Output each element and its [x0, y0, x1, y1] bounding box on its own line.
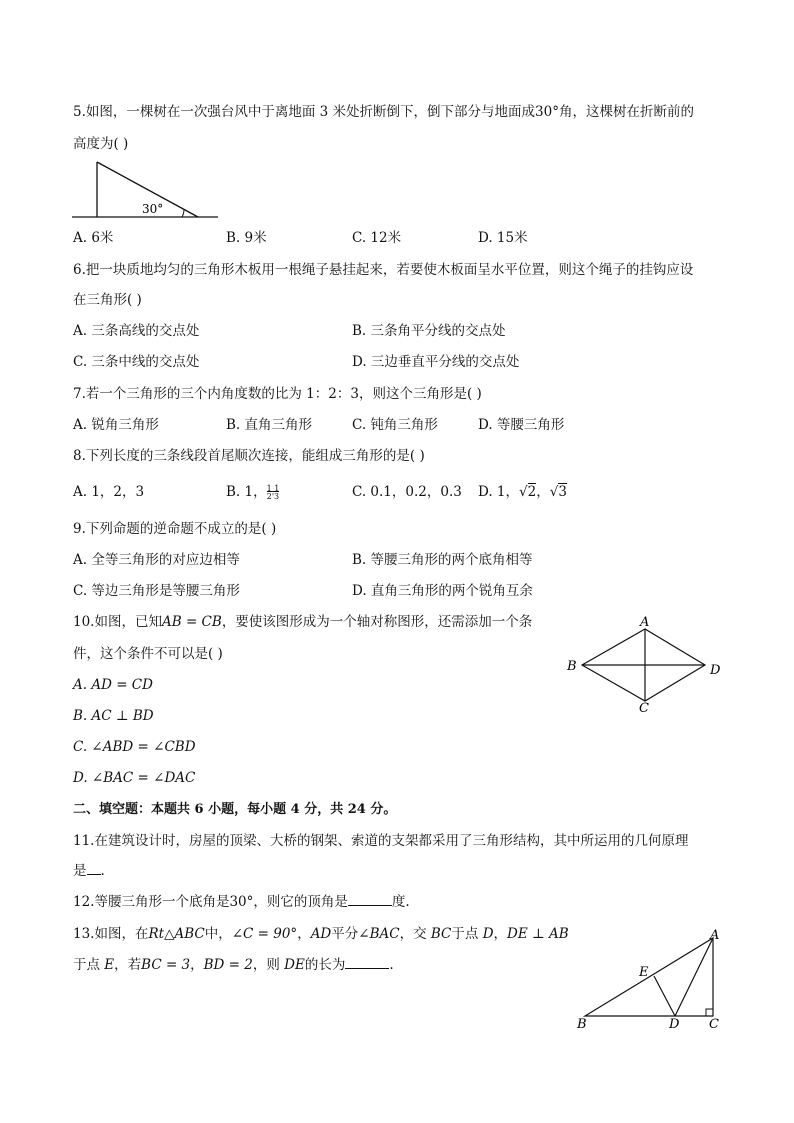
q9-option-d: D. 直角三角形的两个锐角互余 — [352, 583, 533, 599]
q9-option-a: A. 全等三角形的对应边相等 — [73, 552, 240, 568]
q10-label-b: B — [567, 659, 577, 674]
q9-option-c: C. 等边三角形是等腰三角形 — [73, 583, 240, 599]
q6-option-b: B. 三条角平分线的交点处 — [352, 323, 506, 339]
q13-label-d: D — [669, 1017, 680, 1032]
q13-math: BD = 2 — [203, 957, 253, 973]
sqrt-icon: √ — [549, 484, 559, 500]
q7-option-c: C. 钝角三角形 — [352, 417, 438, 433]
q8-option-b — [226, 483, 279, 501]
q10-stem-line1 — [73, 613, 532, 631]
q13-label-c: C — [709, 1017, 719, 1032]
q12-stem — [73, 893, 410, 911]
q5-option-c: C. 12米 — [352, 230, 402, 246]
q8-option-b-prefix: B. 1， — [226, 484, 267, 500]
q11-stem-line2: 是 . — [73, 863, 105, 879]
q5-tree-figure — [70, 158, 220, 220]
q13-text: ， — [493, 926, 508, 942]
q13-math: E — [104, 957, 115, 973]
q13-math: Rt△ABC — [148, 926, 205, 942]
q6-option-c: C. 三条中线的交点处 — [73, 354, 200, 370]
q10-label-a: A — [640, 615, 650, 630]
q8-frac-top: 1 1 — [266, 483, 280, 493]
q13-math: AD — [310, 926, 332, 942]
q13-math: DE — [284, 957, 305, 973]
q13-text: 于点 — [451, 926, 483, 942]
q13-label-a: A — [710, 928, 720, 943]
q10-stem-suffix: ，要使该图形成为一个轴对称图形，还需添加一个条 — [221, 614, 533, 630]
q13-math: ∠BAC — [358, 926, 400, 942]
q13-text: ，若 — [114, 957, 142, 973]
q13-text: ， — [297, 926, 311, 942]
q8-option-a: A. 1，2，3 — [73, 484, 145, 500]
q5-option-b: B. 9米 — [226, 230, 267, 246]
q12-answer-blank[interactable] — [348, 893, 392, 906]
q10-stem-math: AB = CB — [161, 614, 222, 630]
q8-option-c: C. 0.1，0.2，0.3 — [352, 484, 462, 500]
q8-option-b-fraction — [267, 485, 280, 501]
q10-label-c: C — [639, 701, 649, 714]
q10-option-c: C. ∠ABD = ∠CBD — [73, 739, 196, 755]
q10-rhombus-figure — [560, 612, 730, 714]
q10-label-d: D — [710, 663, 721, 678]
q6-option-a: A. 三条高线的交点处 — [73, 323, 200, 339]
q6-stem-line1: 6.把一块质地均匀的三角形木板用一根绳子悬挂起来，若要使木板面呈水平位置，则这个绳子的挂钩应设 — [73, 262, 694, 278]
q13-math: ∠C = 90° — [231, 926, 298, 942]
section-2-heading: 二、填空题：本题共 6 小题，每小题 4 分，共 24 分。 — [73, 802, 397, 817]
q8-option-d-prefix: D. 1， — [478, 484, 520, 500]
q11-answer-blank[interactable] — [87, 862, 101, 875]
q13-stem-line2 — [73, 956, 394, 974]
q13-math: BC = 3 — [141, 957, 191, 973]
q9-stem: 9.下列命题的逆命题不成立的是( ) — [73, 521, 277, 537]
q7-option-d: D. 等腰三角形 — [478, 417, 565, 433]
q13-text: 13.如图，在 — [73, 926, 149, 942]
q12-stem-prefix: 12.等腰三角形一个底角是30°，则它的顶角是 — [73, 894, 348, 910]
q6-option-d: D. 三边垂直平分线的交点处 — [352, 354, 520, 370]
q10-option-a: A. AD = CD — [73, 677, 153, 693]
q13-text: ， — [190, 957, 204, 973]
q9-option-b: B. 等腰三角形的两个底角相等 — [352, 552, 533, 568]
q11-stem-line1: 11.在建筑设计时，房屋的顶梁、大桥的钢架、索道的支架都采用了三角形结构，其中所运用的几何原理 — [73, 833, 689, 849]
q10-stem-prefix: 10.如图，已知 — [73, 614, 162, 630]
q7-option-b: B. 直角三角形 — [226, 417, 313, 433]
q13-text: 中， — [204, 926, 232, 942]
q12-stem-suffix: 度. — [391, 894, 410, 910]
q11-stem-line2-text: 是 — [73, 863, 87, 879]
q7-stem: 7.若一个三角形的三个内角度数的比为 1：2：3，则这个三角形是( ) — [73, 386, 482, 402]
q5-stem-line1: 5.如图，一棵树在一次强台风中于离地面 3 米处折断倒下，倒下部分与地面成30°角，这棵树在折断前的 — [73, 104, 694, 120]
q13-text: ，则 — [252, 957, 285, 973]
q8-sep: ， — [536, 484, 550, 500]
q13-label-e: E — [639, 965, 649, 980]
q5-angle-label: 30° — [142, 202, 164, 216]
q13-math: DE ⊥ AB — [507, 926, 569, 942]
q13-triangle-figure — [568, 926, 738, 1036]
q5-option-a: A. 6米 — [73, 230, 114, 246]
q8-root1: 2 — [527, 484, 537, 500]
q13-answer-blank[interactable] — [345, 956, 389, 969]
q13-stem-line1 — [73, 925, 569, 943]
q10-stem-line2: 件，这个条件不可以是( ) — [73, 646, 223, 662]
q8-root2: 3 — [558, 484, 567, 500]
q8-stem: 8.下列长度的三条线段首尾顺次连接，能组成三角形的是( ) — [73, 448, 425, 464]
q6-stem-line2: 在三角形( ) — [73, 292, 142, 308]
q13-math: D — [482, 926, 494, 942]
q13-math: BC — [430, 926, 452, 942]
q8-option-d — [478, 483, 567, 501]
q13-text: 平分 — [331, 926, 359, 942]
q5-option-d: D. 15米 — [478, 230, 528, 246]
q13-text: 于点 — [73, 957, 105, 973]
sqrt-icon: √ — [519, 484, 528, 500]
q13-text: 的长为 — [304, 957, 346, 973]
q5-stem-line2: 高度为( ) — [73, 136, 129, 152]
q13-label-b: B — [577, 1017, 587, 1032]
q10-option-b: B. AC ⊥ BD — [73, 708, 154, 724]
q7-option-a: A. 锐角三角形 — [73, 417, 159, 433]
q13-text: . — [389, 957, 394, 973]
q8-frac-bottom: 2'3 — [266, 491, 280, 501]
q10-option-d: D. ∠BAC = ∠DAC — [73, 770, 196, 786]
q13-text: ，交 — [399, 926, 431, 942]
